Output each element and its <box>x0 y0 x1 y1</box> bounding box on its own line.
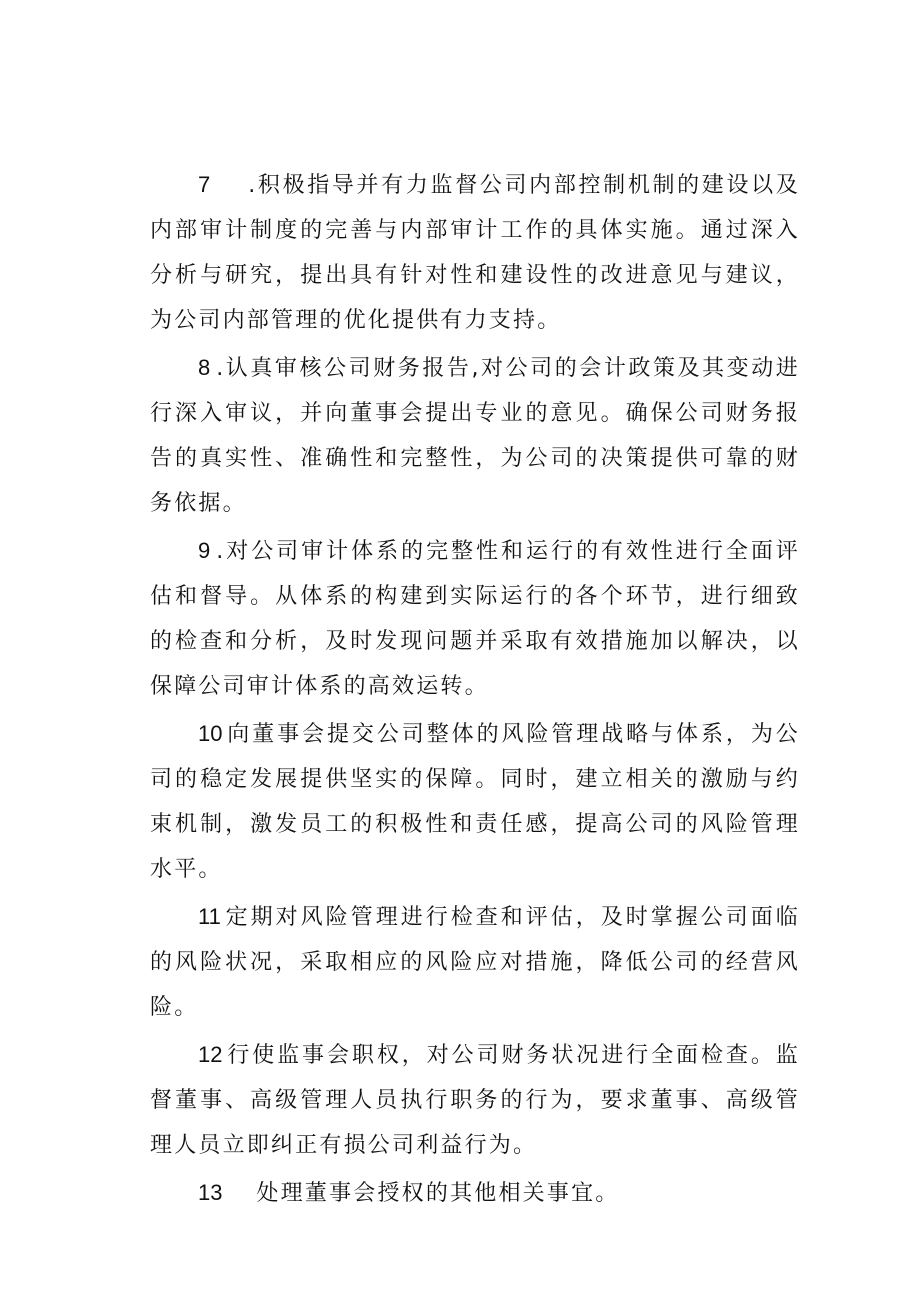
item-number: 10 <box>198 721 223 746</box>
item-text: 定期对风险管理进行检查和评估，及时掌握公司面临的风险状况，采取相应的风险应对措施，降低公司的经营风险。 <box>150 905 800 1020</box>
item-number: 11 <box>198 904 221 929</box>
list-item-9 <box>150 528 800 709</box>
item-number: 12 <box>198 1042 223 1067</box>
item-text: .认真审核公司财务报告,对公司的会计政策及其变动进行深入审议，并向董事会提出专业的意见。确保公司财务报告的真实性、准确性和完整性，为公司的决策提供可靠的财务依据。 <box>150 356 800 516</box>
list-item-10 <box>150 711 800 892</box>
item-number: 8 <box>198 355 211 380</box>
list-item-7 <box>150 162 800 343</box>
item-text: 处理董事会授权的其他相关事宜。 <box>256 1181 620 1206</box>
item-number: 9 <box>198 538 211 563</box>
document-body <box>150 162 800 1218</box>
item-text: .积极指导并有力监督公司内部控制机制的建设以及内部审计制度的完善与内部审计工作的具体实施。通过深入分析与研究，提出具有针对性和建设性的改进意见与建议，为公司内部管理的优化提供有力支持。 <box>150 173 800 333</box>
item-number: 13 <box>198 1180 223 1205</box>
list-item-11 <box>150 894 800 1030</box>
item-text: .对公司审计体系的完整性和运行的有效性进行全面评估和督导。从体系的构建到实际运行的各个环节，进行细致的检查和分析，及时发现问题并采取有效措施加以解决，以保障公司审计体系的高效运转。 <box>150 539 800 699</box>
item-text: 向董事会提交公司整体的风险管理战略与体系，为公司的稳定发展提供坚实的保障。同时，建立相关的激励与约束机制，激发员工的积极性和责任感，提高公司的风险管理水平。 <box>150 722 800 882</box>
item-number: 7 <box>198 172 211 197</box>
list-item-13 <box>150 1170 800 1216</box>
list-item-12 <box>150 1032 800 1168</box>
list-item-8 <box>150 345 800 526</box>
item-text: 行使监事会职权，对公司财务状况进行全面检查。监督董事、高级管理人员执行职务的行为，要求董事、高级管理人员立即纠正有损公司利益行为。 <box>150 1043 800 1158</box>
